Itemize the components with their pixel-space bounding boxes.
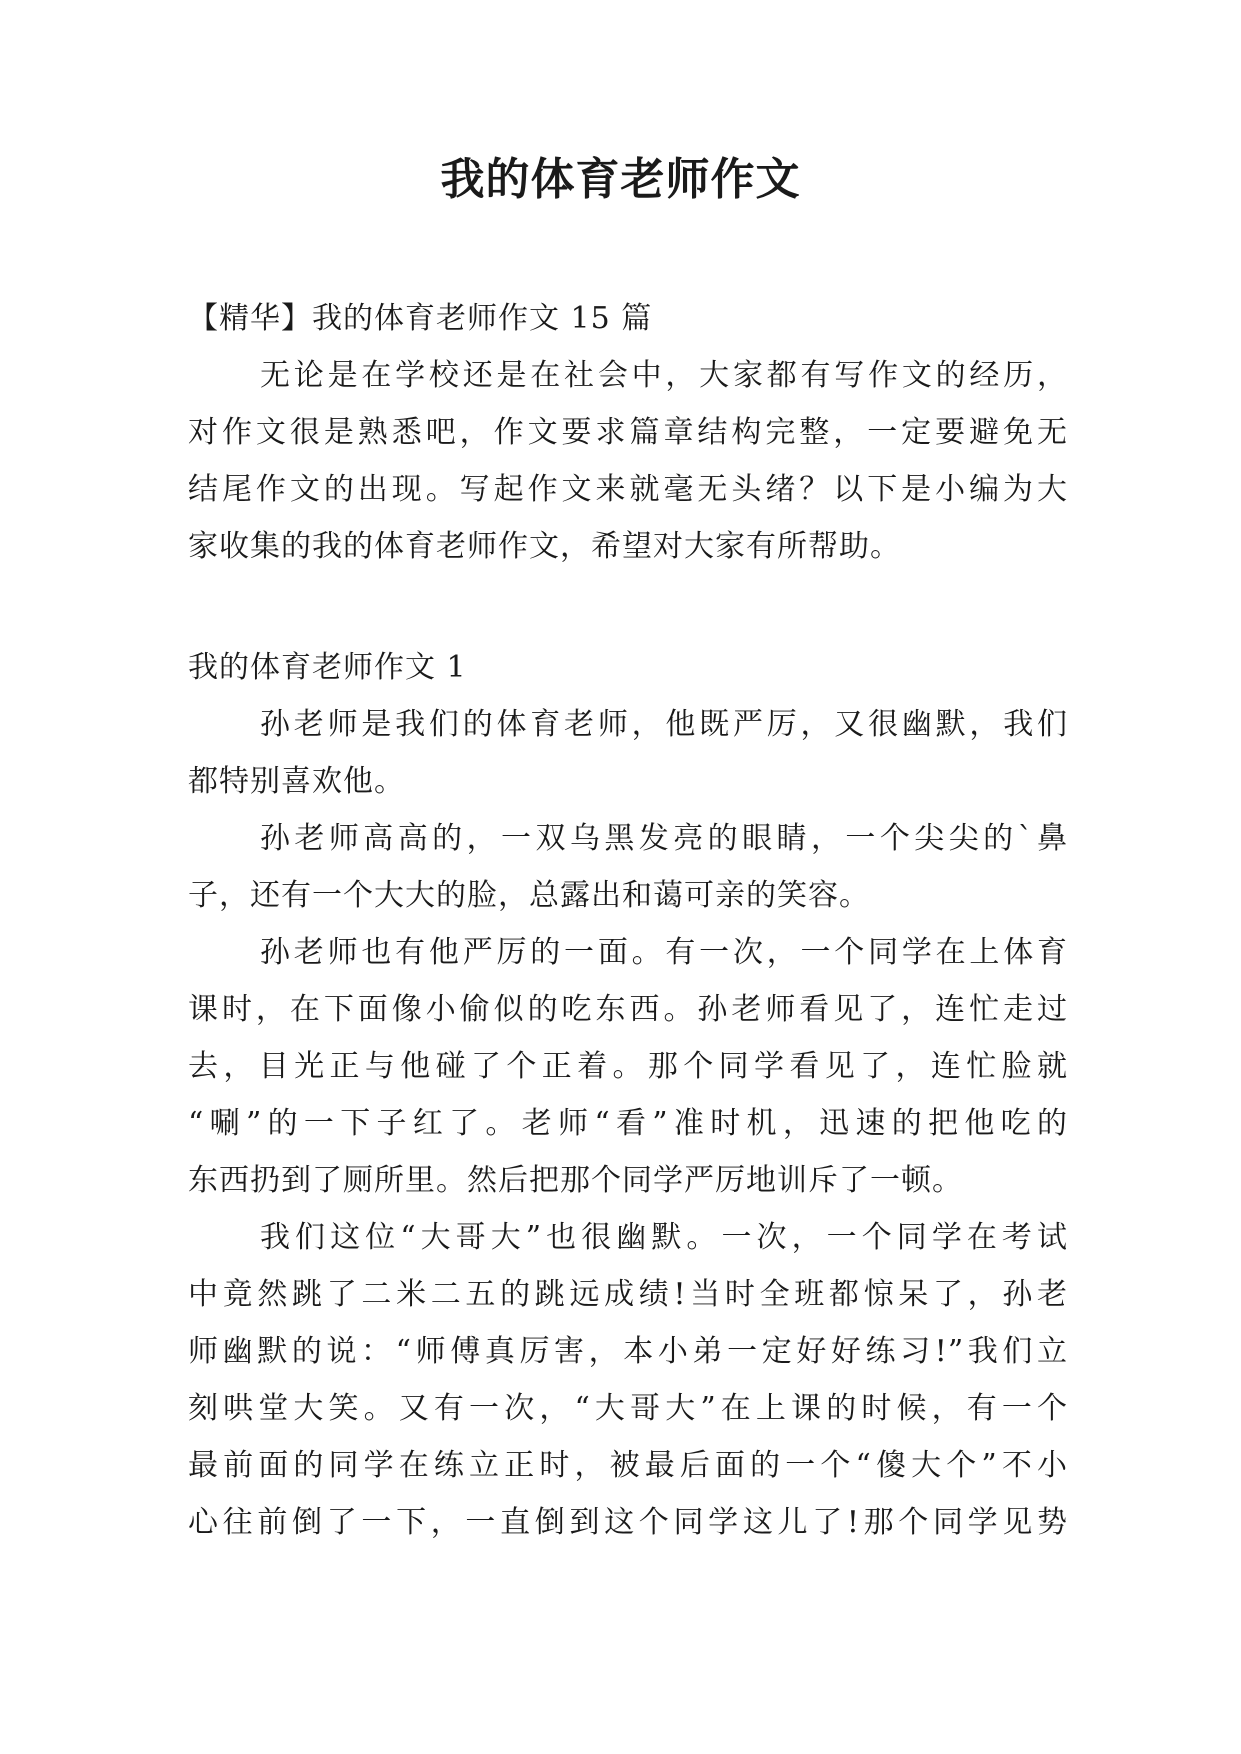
essay-line: 刻哄堂大笑。又有一次，“大哥大”在上课的时候，有一个 [188, 1391, 1068, 1426]
document-body [188, 290, 1068, 1551]
essay-line: 子，还有一个大大的脸，总露出和蔼可亲的笑容。 [188, 878, 870, 913]
intro-line: 家收集的我的体育老师作文，希望对大家有所帮助。 [188, 529, 901, 564]
essay-line: 我们这位“大哥大”也很幽默。一次，一个同学在考试 [260, 1220, 1068, 1255]
essay-line: 最前面的同学在练立正时，被最后面的一个“傻大个”不小 [188, 1448, 1068, 1483]
essay-line: 师幽默的说：“师傅真厉害，本小弟一定好好练习!”我们立 [188, 1334, 1068, 1369]
essay-line: 孙老师也有他严厉的一面。有一次，一个同学在上体育 [260, 935, 1068, 970]
essay-line: 课时，在下面像小偷似的吃东西。孙老师看见了，连忙走过 [188, 992, 1068, 1027]
essay-line: 心往前倒了一下，一直倒到这个同学这儿了!那个同学见势 [188, 1505, 1068, 1540]
essay-line: 中竟然跳了二米二五的跳远成绩!当时全班都惊呆了，孙老 [188, 1277, 1068, 1312]
intro-line: 对作文很是熟悉吧，作文要求篇章结构完整，一定要避免无 [188, 415, 1068, 450]
essay-line: 去，目光正与他碰了个正着。那个同学看见了，连忙脸就 [188, 1049, 1068, 1084]
essay-line: 都特别喜欢他。 [188, 764, 405, 799]
section-heading: 我的体育老师作文 1 [188, 650, 467, 685]
subtitle-line: 【精华】我的体育老师作文 15 篇 [188, 301, 653, 336]
essay-line: “唰”的一下子红了。老师“看”准时机，迅速的把他吃的 [188, 1106, 1068, 1141]
document-title: 我的体育老师作文 [440, 154, 801, 205]
intro-line: 无论是在学校还是在社会中，大家都有写作文的经历， [260, 358, 1068, 393]
essay-line: 孙老师高高的，一双乌黑发亮的眼睛，一个尖尖的`鼻 [260, 821, 1068, 856]
paragraph-gap [188, 575, 1068, 639]
essay-line: 孙老师是我们的体育老师，他既严厉，又很幽默，我们 [260, 707, 1068, 742]
intro-line: 结尾作文的出现。写起作文来就毫无头绪？以下是小编为大 [188, 472, 1068, 507]
essay-line: 东西扔到了厕所里。然后把那个同学严厉地训斥了一顿。 [188, 1163, 963, 1198]
